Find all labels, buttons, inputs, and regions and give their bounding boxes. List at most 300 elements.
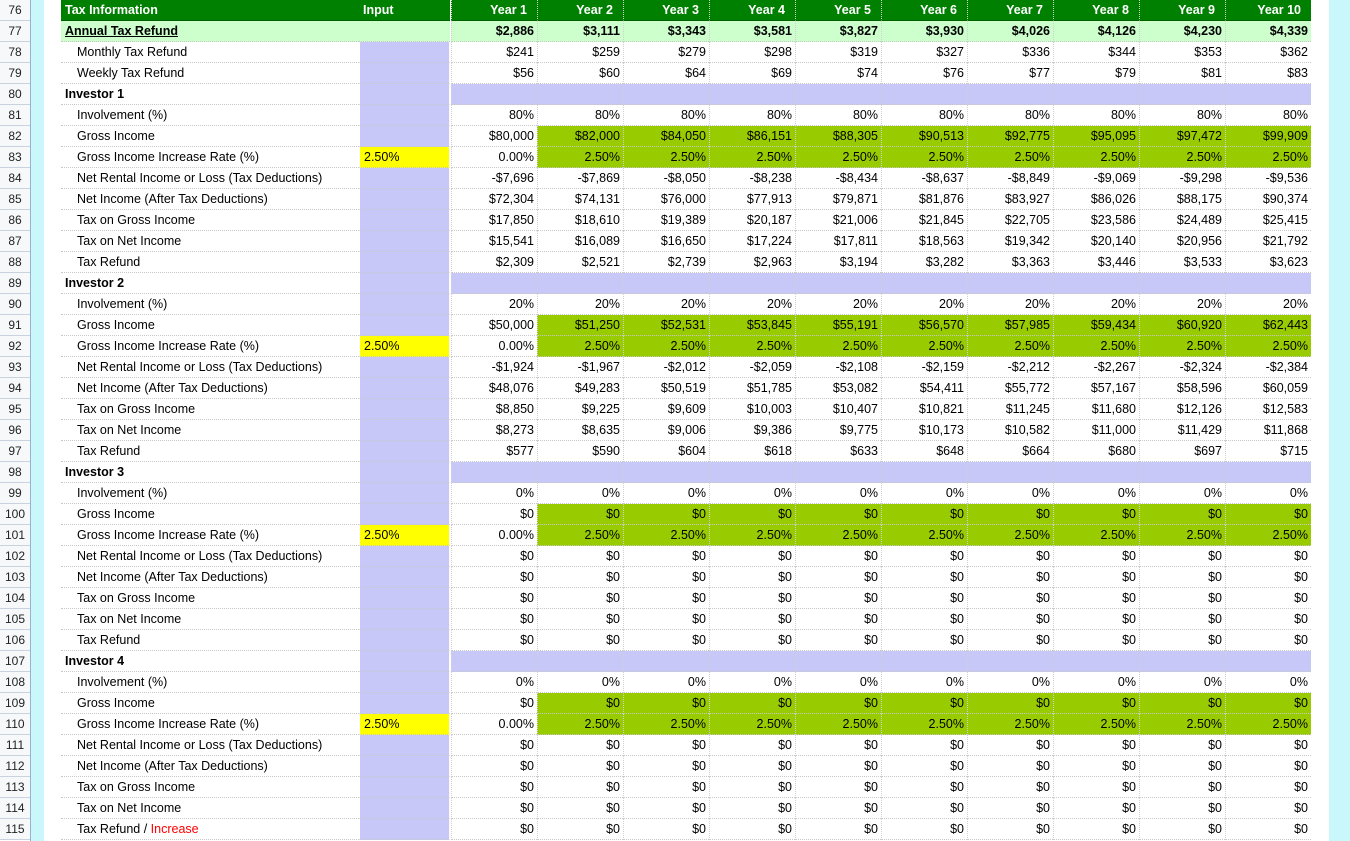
year-value-cell[interactable]: 20% [881,294,967,315]
year-value-cell[interactable]: $3,446 [1053,252,1139,273]
year-value-cell[interactable]: $0 [881,756,967,777]
year-value-cell[interactable]: 2.50% [623,336,709,357]
year-value-cell[interactable]: $9,006 [623,420,709,441]
year-value-cell[interactable]: $48,076 [451,378,537,399]
input-cell[interactable] [359,777,450,798]
header-input-cell[interactable]: Input [359,0,450,21]
year-value-cell[interactable]: $0 [537,693,623,714]
year-value-cell[interactable]: $17,811 [795,231,881,252]
year-value-cell[interactable]: 80% [795,105,881,126]
row-number[interactable]: 92 [0,336,30,357]
year-value-cell[interactable] [795,651,881,672]
year-value-cell[interactable]: 0% [967,672,1053,693]
input-cell[interactable] [359,231,450,252]
year-value-cell[interactable] [537,462,623,483]
year-value-cell[interactable]: 80% [1225,105,1311,126]
row-label-cell[interactable] [61,588,359,609]
year-value-cell[interactable] [881,462,967,483]
year-value-cell[interactable]: $0 [1053,504,1139,525]
year-value-cell[interactable]: $23,586 [1053,210,1139,231]
year-value-cell[interactable]: 2.50% [1139,714,1225,735]
year-value-cell[interactable]: $0 [967,630,1053,651]
year-value-cell[interactable]: $0 [967,777,1053,798]
year-value-cell[interactable]: $0 [881,735,967,756]
row-label-cell[interactable] [61,105,359,126]
row-label-cell[interactable] [61,693,359,714]
year-value-cell[interactable]: 0.00% [451,525,537,546]
year-value-cell[interactable] [1139,651,1225,672]
year-value-cell[interactable]: $0 [451,777,537,798]
input-cell[interactable] [359,672,450,693]
year-value-cell[interactable]: $86,026 [1053,189,1139,210]
input-cell[interactable] [359,168,450,189]
year-value-cell[interactable]: $60 [537,63,623,84]
year-value-cell[interactable]: $0 [623,735,709,756]
year-value-cell[interactable]: 2.50% [709,147,795,168]
year-value-cell[interactable]: $90,374 [1225,189,1311,210]
year-value-cell[interactable]: $0 [1139,777,1225,798]
input-cell[interactable] [359,42,450,63]
year-value-cell[interactable]: $88,175 [1139,189,1225,210]
year-value-cell[interactable]: $3,533 [1139,252,1225,273]
year-value-cell[interactable]: $0 [623,567,709,588]
year-value-cell[interactable]: 2.50% [709,336,795,357]
year-value-cell[interactable]: $0 [881,630,967,651]
year-value-cell[interactable]: 2.50% [967,336,1053,357]
row-label-cell[interactable] [61,189,359,210]
year-value-cell[interactable]: $577 [451,441,537,462]
year-value-cell[interactable]: $53,082 [795,378,881,399]
year-value-cell[interactable]: 80% [537,105,623,126]
year-value-cell[interactable]: $56,570 [881,315,967,336]
year-value-cell[interactable]: $0 [709,546,795,567]
year-value-cell[interactable]: $0 [537,546,623,567]
row-label-cell[interactable] [61,756,359,777]
year-value-cell[interactable]: $0 [709,798,795,819]
year-value-cell[interactable]: 20% [1225,294,1311,315]
row-number[interactable]: 100 [0,504,30,525]
year-value-cell[interactable]: $50,519 [623,378,709,399]
year-value-cell[interactable]: $54,411 [881,378,967,399]
row-label-cell[interactable] [61,567,359,588]
year-value-cell[interactable]: $49,283 [537,378,623,399]
year-value-cell[interactable]: $0 [709,609,795,630]
row-number[interactable]: 113 [0,777,30,798]
year-value-cell[interactable] [451,273,537,294]
row-number[interactable]: 93 [0,357,30,378]
year-value-cell[interactable]: 0% [623,672,709,693]
year-value-cell[interactable]: $715 [1225,441,1311,462]
year-value-cell[interactable]: $19,389 [623,210,709,231]
input-cell[interactable] [359,357,450,378]
row-number[interactable]: 96 [0,420,30,441]
year-value-cell[interactable]: $0 [709,567,795,588]
input-cell[interactable] [359,651,450,672]
year-value-cell[interactable]: 0.00% [451,147,537,168]
row-number[interactable]: 84 [0,168,30,189]
year-value-cell[interactable]: $69 [709,63,795,84]
year-value-cell[interactable]: -$8,050 [623,168,709,189]
year-value-cell[interactable]: $51,250 [537,315,623,336]
year-value-cell[interactable]: $0 [1053,609,1139,630]
row-label-cell[interactable] [61,357,359,378]
year-value-cell[interactable]: $0 [967,567,1053,588]
input-cell[interactable] [359,126,450,147]
row-number[interactable]: 101 [0,525,30,546]
input-cell[interactable]: 2.50% [359,525,450,546]
header-label-cell[interactable]: Tax Information [61,0,359,21]
year-value-cell[interactable]: $0 [1225,819,1311,840]
year-value-cell[interactable] [451,84,537,105]
year-value-cell[interactable]: $0 [623,777,709,798]
year-value-cell[interactable]: 0% [1225,483,1311,504]
year-value-cell[interactable]: $0 [1139,798,1225,819]
row-label-cell[interactable] [61,42,359,63]
year-value-cell[interactable]: 2.50% [1053,714,1139,735]
year-value-cell[interactable]: $74,131 [537,189,623,210]
year-value-cell[interactable]: $0 [1053,630,1139,651]
year-value-cell[interactable]: $4,026 [967,21,1053,42]
year-value-cell[interactable]: 2.50% [795,525,881,546]
year-value-cell[interactable] [451,462,537,483]
year-value-cell[interactable]: $0 [881,504,967,525]
year-value-cell[interactable]: $0 [451,756,537,777]
year-value-cell[interactable]: 20% [1053,294,1139,315]
year-value-cell[interactable] [1139,462,1225,483]
year-value-cell[interactable]: $90,513 [881,126,967,147]
row-label-cell[interactable] [61,336,359,357]
year-value-cell[interactable]: $0 [967,798,1053,819]
row-number[interactable]: 80 [0,84,30,105]
row-label-cell[interactable] [61,273,359,294]
year-value-cell[interactable]: $52,531 [623,315,709,336]
year-value-cell[interactable]: 2.50% [1053,336,1139,357]
year-value-cell[interactable]: -$2,159 [881,357,967,378]
year-value-cell[interactable]: $0 [537,567,623,588]
row-label-cell[interactable] [61,21,359,42]
year-value-cell[interactable]: $3,111 [537,21,623,42]
year-value-cell[interactable]: $0 [709,504,795,525]
row-number[interactable]: 97 [0,441,30,462]
year-value-cell[interactable]: -$1,924 [451,357,537,378]
row-number[interactable]: 107 [0,651,30,672]
header-year-cell[interactable]: Year 7 [967,0,1053,21]
year-value-cell[interactable]: $0 [1139,756,1225,777]
row-number[interactable]: 78 [0,42,30,63]
year-value-cell[interactable] [1053,462,1139,483]
input-cell[interactable] [359,252,450,273]
year-value-cell[interactable]: $648 [881,441,967,462]
row-number[interactable]: 99 [0,483,30,504]
year-value-cell[interactable]: $0 [623,756,709,777]
input-cell[interactable] [359,399,450,420]
year-value-cell[interactable]: $79 [1053,63,1139,84]
year-value-cell[interactable]: $259 [537,42,623,63]
year-value-cell[interactable]: 2.50% [537,147,623,168]
year-value-cell[interactable]: $83 [1225,63,1311,84]
year-value-cell[interactable]: $0 [1053,798,1139,819]
year-value-cell[interactable]: $18,610 [537,210,623,231]
year-value-cell[interactable]: $0 [1225,630,1311,651]
year-value-cell[interactable]: $3,363 [967,252,1053,273]
year-value-cell[interactable]: $0 [709,735,795,756]
input-cell[interactable] [359,273,450,294]
row-label-cell[interactable] [61,378,359,399]
year-value-cell[interactable]: $84,050 [623,126,709,147]
year-value-cell[interactable] [537,651,623,672]
year-value-cell[interactable]: 2.50% [709,714,795,735]
year-value-cell[interactable]: $0 [623,630,709,651]
year-value-cell[interactable]: 20% [709,294,795,315]
row-label-cell[interactable] [61,546,359,567]
year-value-cell[interactable]: $0 [1053,777,1139,798]
input-cell[interactable] [359,105,450,126]
year-value-cell[interactable]: $9,386 [709,420,795,441]
year-value-cell[interactable] [1225,84,1311,105]
row-label-cell[interactable] [61,84,359,105]
year-value-cell[interactable]: $0 [795,504,881,525]
year-value-cell[interactable]: $0 [623,546,709,567]
row-label-cell[interactable] [61,630,359,651]
year-value-cell[interactable]: $18,563 [881,231,967,252]
year-value-cell[interactable]: $0 [1139,504,1225,525]
year-value-cell[interactable]: 2.50% [967,714,1053,735]
input-cell[interactable] [359,609,450,630]
header-year-cell[interactable]: Year 4 [709,0,795,21]
year-value-cell[interactable]: $0 [709,630,795,651]
year-value-cell[interactable]: $0 [881,546,967,567]
year-value-cell[interactable]: 2.50% [967,147,1053,168]
year-value-cell[interactable]: $8,273 [451,420,537,441]
year-value-cell[interactable]: 80% [1139,105,1225,126]
year-value-cell[interactable]: $10,003 [709,399,795,420]
year-value-cell[interactable]: -$2,212 [967,357,1053,378]
input-cell[interactable] [359,21,450,42]
year-value-cell[interactable] [623,462,709,483]
year-value-cell[interactable]: -$2,324 [1139,357,1225,378]
year-value-cell[interactable]: $58,596 [1139,378,1225,399]
year-value-cell[interactable]: 0% [451,672,537,693]
row-number[interactable]: 85 [0,189,30,210]
header-year-cell[interactable]: Year 2 [537,0,623,21]
year-value-cell[interactable]: 2.50% [537,336,623,357]
year-value-cell[interactable]: 2.50% [795,147,881,168]
year-value-cell[interactable]: $680 [1053,441,1139,462]
year-value-cell[interactable]: $0 [1225,504,1311,525]
year-value-cell[interactable]: $0 [1139,609,1225,630]
year-value-cell[interactable]: $0 [451,798,537,819]
year-value-cell[interactable]: -$9,069 [1053,168,1139,189]
row-number[interactable]: 94 [0,378,30,399]
year-value-cell[interactable]: 0% [1139,483,1225,504]
year-value-cell[interactable]: $15,541 [451,231,537,252]
year-value-cell[interactable]: $20,956 [1139,231,1225,252]
year-value-cell[interactable]: -$2,384 [1225,357,1311,378]
year-value-cell[interactable]: 2.50% [795,336,881,357]
year-value-cell[interactable]: 2.50% [1053,147,1139,168]
year-value-cell[interactable]: $633 [795,441,881,462]
year-value-cell[interactable]: $0 [881,588,967,609]
year-value-cell[interactable]: $0 [881,819,967,840]
year-value-cell[interactable]: $76,000 [623,189,709,210]
row-label-cell[interactable] [61,609,359,630]
year-value-cell[interactable]: $88,305 [795,126,881,147]
year-value-cell[interactable]: $0 [1139,588,1225,609]
year-value-cell[interactable]: -$8,637 [881,168,967,189]
year-value-cell[interactable]: $0 [795,567,881,588]
year-value-cell[interactable]: $62,443 [1225,315,1311,336]
year-value-cell[interactable]: $0 [881,567,967,588]
year-value-cell[interactable]: $0 [967,588,1053,609]
year-value-cell[interactable]: $0 [1139,735,1225,756]
year-value-cell[interactable] [795,273,881,294]
year-value-cell[interactable]: $0 [1053,567,1139,588]
row-label-cell[interactable] [61,672,359,693]
year-value-cell[interactable] [537,84,623,105]
year-value-cell[interactable]: $0 [881,693,967,714]
year-value-cell[interactable]: $10,407 [795,399,881,420]
row-label-cell[interactable] [61,798,359,819]
year-value-cell[interactable]: -$2,012 [623,357,709,378]
year-value-cell[interactable]: $16,650 [623,231,709,252]
year-value-cell[interactable]: 80% [881,105,967,126]
year-value-cell[interactable] [623,84,709,105]
year-value-cell[interactable]: $56 [451,63,537,84]
year-value-cell[interactable]: $0 [451,504,537,525]
header-year-cell[interactable]: Year 6 [881,0,967,21]
year-value-cell[interactable] [1139,84,1225,105]
year-value-cell[interactable]: $25,415 [1225,210,1311,231]
input-cell[interactable] [359,84,450,105]
year-value-cell[interactable]: 0% [881,672,967,693]
year-value-cell[interactable]: $10,582 [967,420,1053,441]
row-label-cell[interactable] [61,294,359,315]
year-value-cell[interactable]: $0 [537,798,623,819]
year-value-cell[interactable]: $0 [623,609,709,630]
year-value-cell[interactable]: 80% [967,105,1053,126]
year-value-cell[interactable]: $0 [451,630,537,651]
year-value-cell[interactable]: $60,920 [1139,315,1225,336]
year-value-cell[interactable] [795,462,881,483]
row-label-cell[interactable] [61,483,359,504]
year-value-cell[interactable]: $0 [967,756,1053,777]
year-value-cell[interactable]: 0% [537,483,623,504]
header-year-cell[interactable]: Year 9 [1139,0,1225,21]
row-number[interactable]: 76 [0,0,30,21]
year-value-cell[interactable]: $0 [537,588,623,609]
year-value-cell[interactable]: $21,845 [881,210,967,231]
year-value-cell[interactable]: $0 [795,693,881,714]
year-value-cell[interactable]: 0% [451,483,537,504]
year-value-cell[interactable]: $0 [1225,609,1311,630]
year-value-cell[interactable]: $0 [537,735,623,756]
year-value-cell[interactable]: $0 [1225,567,1311,588]
row-number[interactable]: 105 [0,609,30,630]
year-value-cell[interactable]: $664 [967,441,1053,462]
row-number[interactable]: 111 [0,735,30,756]
year-value-cell[interactable] [709,462,795,483]
year-value-cell[interactable]: $92,775 [967,126,1053,147]
year-value-cell[interactable]: $0 [451,819,537,840]
row-label-cell[interactable] [61,63,359,84]
row-number[interactable]: 98 [0,462,30,483]
row-label-cell[interactable] [61,735,359,756]
input-cell[interactable] [359,294,450,315]
year-value-cell[interactable]: 2.50% [709,525,795,546]
year-value-cell[interactable]: 2.50% [795,714,881,735]
row-number[interactable]: 89 [0,273,30,294]
year-value-cell[interactable]: -$8,434 [795,168,881,189]
row-number[interactable]: 95 [0,399,30,420]
row-number[interactable]: 104 [0,588,30,609]
year-value-cell[interactable]: $3,194 [795,252,881,273]
year-value-cell[interactable]: $77 [967,63,1053,84]
year-value-cell[interactable]: 80% [623,105,709,126]
year-value-cell[interactable]: $17,850 [451,210,537,231]
year-value-cell[interactable]: $0 [967,735,1053,756]
row-label-cell[interactable] [61,126,359,147]
year-value-cell[interactable]: 0% [795,672,881,693]
year-value-cell[interactable]: $16,089 [537,231,623,252]
year-value-cell[interactable]: $11,868 [1225,420,1311,441]
year-value-cell[interactable]: 2.50% [623,147,709,168]
year-value-cell[interactable]: $81 [1139,63,1225,84]
year-value-cell[interactable]: $0 [967,504,1053,525]
year-value-cell[interactable]: $3,581 [709,21,795,42]
year-value-cell[interactable]: $21,792 [1225,231,1311,252]
year-value-cell[interactable]: $298 [709,42,795,63]
header-year-cell[interactable]: Year 3 [623,0,709,21]
year-value-cell[interactable]: $0 [795,798,881,819]
year-value-cell[interactable]: $344 [1053,42,1139,63]
year-value-cell[interactable]: 2.50% [967,525,1053,546]
year-value-cell[interactable]: -$1,967 [537,357,623,378]
year-value-cell[interactable]: 2.50% [623,525,709,546]
input-cell[interactable] [359,567,450,588]
year-value-cell[interactable]: 0% [709,672,795,693]
year-value-cell[interactable]: $0 [967,609,1053,630]
year-value-cell[interactable]: $0 [537,777,623,798]
year-value-cell[interactable] [795,84,881,105]
year-value-cell[interactable] [967,462,1053,483]
year-value-cell[interactable]: $60,059 [1225,378,1311,399]
year-value-cell[interactable]: $0 [1225,756,1311,777]
input-cell[interactable] [359,462,450,483]
year-value-cell[interactable]: $51,785 [709,378,795,399]
year-value-cell[interactable]: $20,140 [1053,231,1139,252]
year-value-cell[interactable]: $0 [795,609,881,630]
year-value-cell[interactable]: 0% [1053,483,1139,504]
year-value-cell[interactable]: $0 [881,777,967,798]
year-value-cell[interactable]: 0% [623,483,709,504]
year-value-cell[interactable]: $82,000 [537,126,623,147]
input-cell[interactable] [359,189,450,210]
year-value-cell[interactable]: $0 [795,588,881,609]
year-value-cell[interactable]: $64 [623,63,709,84]
year-value-cell[interactable]: $0 [1053,588,1139,609]
year-value-cell[interactable]: $0 [795,756,881,777]
year-value-cell[interactable]: $9,225 [537,399,623,420]
year-value-cell[interactable] [709,651,795,672]
year-value-cell[interactable]: $0 [623,588,709,609]
year-value-cell[interactable]: $97,472 [1139,126,1225,147]
year-value-cell[interactable]: $79,871 [795,189,881,210]
year-value-cell[interactable]: $19,342 [967,231,1053,252]
year-value-cell[interactable]: $0 [795,819,881,840]
year-value-cell[interactable]: $0 [1139,546,1225,567]
year-value-cell[interactable]: $0 [451,567,537,588]
input-cell[interactable] [359,420,450,441]
